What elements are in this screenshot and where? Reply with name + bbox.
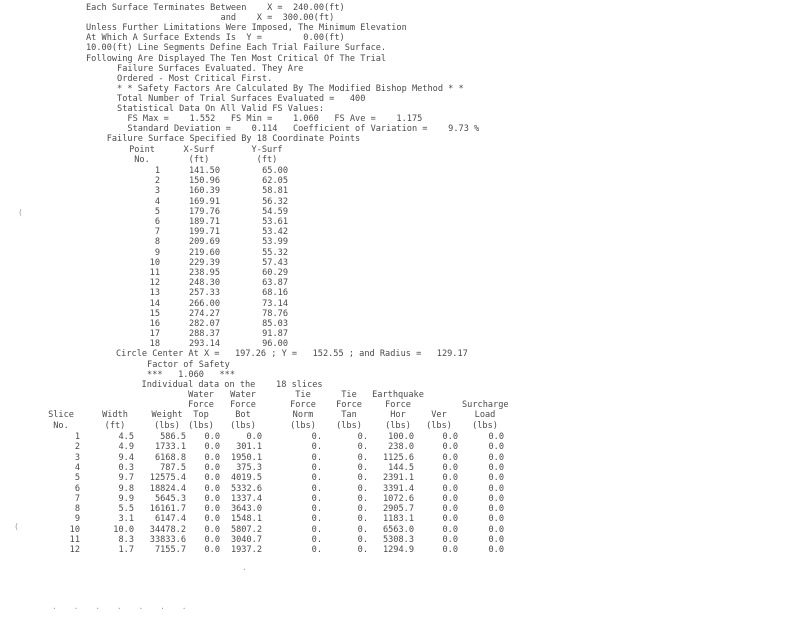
slice-cell: 0.0: [246, 432, 262, 442]
slice-cell: 144.5: [388, 462, 414, 473]
slice-cell: 0.: [357, 462, 368, 473]
slice-cell: 0.: [357, 545, 368, 556]
slice-cell: 5645.3: [154, 493, 186, 504]
slice-cell: 0.0: [204, 452, 220, 463]
slice-header-cell: Tie: [341, 390, 357, 400]
slice-cell: 0.: [357, 535, 368, 545]
slice-cell: 6: [74, 483, 80, 494]
slice-cell: 3.1: [118, 514, 134, 525]
slice-cell: 0.0: [488, 493, 504, 504]
slice-header-cell: Weight: [151, 410, 183, 421]
slice-cell: 0.: [311, 493, 322, 504]
slice-cell: 0.0: [204, 462, 220, 473]
slice-cell: 18824.4: [149, 483, 186, 494]
coord-cell: 288.37: [188, 329, 220, 340]
slice-cell: 16161.7: [149, 504, 186, 515]
header-line: Standard Deviation = 0.114 Coefficient of Variation = 9.73 %: [86, 124, 480, 135]
slice-cell: 0.0: [442, 504, 458, 515]
slice-cell: 9: [74, 514, 80, 525]
coord-cell: 14: [149, 298, 160, 309]
slice-cell: 5.5: [118, 504, 134, 515]
slice-cell: 0.: [357, 432, 368, 442]
slice-cell: 0.: [311, 504, 322, 515]
slice-cell: 5: [74, 473, 80, 484]
coord-cell: 248.30: [188, 278, 220, 289]
coord-cell: 62.05: [262, 176, 288, 187]
coord-cell: 5: [154, 206, 160, 217]
header-line: Each Surface Terminates Between X = 240.00(ft): [86, 3, 345, 13]
slice-cell: 7155.7: [154, 545, 186, 556]
slice-cell: 0.0: [204, 545, 220, 556]
slice-cell: 0.0: [442, 535, 458, 545]
coord-cell: 179.76: [188, 206, 220, 217]
coord-cell: 1: [154, 166, 160, 176]
slice-cell: 0.: [357, 452, 368, 463]
coord-cell: 54.59: [262, 206, 288, 217]
slice-cell: 0.0: [442, 514, 458, 525]
coord-cell: 60.29: [262, 268, 288, 278]
coord-cell: 141.50: [188, 166, 220, 176]
slice-cell: 1072.6: [382, 493, 414, 504]
header-line: Following Are Displayed The Ten Most Critical Of The Trial: [86, 53, 387, 64]
header-line: FS Max = 1.552 FS Min = 1.060 FS Ave = 1.175: [86, 114, 423, 125]
header-line: and X = 300.00(ft): [86, 13, 335, 24]
slice-cell: 4.5: [118, 432, 134, 442]
coord-cell: 12: [149, 278, 160, 289]
slice-cell: 0.0: [488, 452, 504, 463]
scan-mark: . . . . . . .: [52, 602, 193, 611]
slice-cell: 8: [74, 504, 80, 515]
coord-cell: 2: [154, 176, 160, 187]
slice-header-cell: Water: [188, 390, 214, 400]
slice-cell: 1.7: [118, 545, 134, 556]
slice-cell: 0.0: [488, 504, 504, 515]
slice-cell: 0.0: [204, 432, 220, 442]
coord-cell: 160.39: [188, 186, 220, 197]
header-line: Ordered - Most Critical First.: [86, 73, 273, 84]
slice-header-cell: Force: [290, 400, 316, 411]
coord-cell: 16: [149, 319, 160, 329]
coord-cell: 11: [149, 268, 160, 278]
slice-cell: 0.: [311, 545, 322, 556]
coord-cell: 91.87: [262, 329, 288, 340]
scan-mark: .: [242, 563, 247, 572]
coord-cell: 4: [154, 196, 160, 207]
coord-cell: 85.03: [262, 319, 288, 329]
slice-cell: 0.0: [442, 524, 458, 535]
coord-cell: 73.14: [262, 298, 288, 309]
coord-cell: 63.87: [262, 278, 288, 289]
slice-cell: 0.: [357, 473, 368, 484]
circle-center-line: Circle Center At X = 197.26 ; Y = 152.55 ; and Radius = 129.17: [116, 349, 468, 359]
slice-cell: 0.: [311, 432, 322, 442]
slice-cell: 0.0: [488, 473, 504, 484]
header-line: * * Safety Factors Are Calculated By The Modified Bishop Method * *: [86, 83, 464, 94]
slice-cell: 9.7: [118, 473, 134, 484]
slice-cell: 0.: [311, 462, 322, 473]
coord-cell: 293.14: [188, 339, 220, 350]
slice-cell: 0.: [357, 514, 368, 525]
slice-header-cell: (lbs): [385, 420, 411, 431]
slice-cell: 2905.7: [382, 504, 414, 515]
slice-header-cell: Bot: [235, 410, 251, 421]
slice-header-cell: (lbs): [230, 420, 256, 431]
slice-cell: 33833.6: [149, 535, 186, 545]
slice-header-cell: Slice: [48, 410, 74, 421]
coord-header-cell: Y-Surf: [251, 145, 283, 155]
slice-cell: 0.0: [204, 504, 220, 515]
slices-line: Individual data on the 18 slices: [126, 380, 323, 390]
coord-cell: 10: [149, 257, 160, 268]
coord-cell: 15: [149, 308, 160, 319]
coord-cell: 18: [149, 339, 160, 350]
slice-cell: 9.9: [118, 493, 134, 504]
coord-cell: 78.76: [262, 308, 288, 319]
slice-cell: 1733.1: [154, 442, 186, 453]
slice-cell: 4.9: [118, 442, 134, 453]
coord-cell: 9: [154, 247, 160, 258]
slice-cell: 8.3: [118, 535, 134, 545]
coord-header-cell: (ft): [188, 155, 210, 165]
slice-cell: 4019.5: [230, 473, 262, 484]
slice-cell: 1125.6: [382, 452, 414, 463]
slice-cell: 0.0: [204, 493, 220, 504]
coord-cell: 17: [149, 329, 160, 340]
slice-header-cell: Surcharge: [462, 400, 509, 411]
coord-cell: 13: [149, 288, 160, 299]
slice-header-cell: (lbs): [472, 420, 498, 431]
slice-cell: 4: [74, 462, 80, 473]
slice-cell: 0.0: [204, 442, 220, 453]
coord-cell: 266.00: [188, 298, 220, 309]
slice-cell: 0.0: [442, 442, 458, 453]
slice-cell: 0.0: [488, 524, 504, 535]
coord-cell: 199.71: [188, 227, 220, 238]
slice-cell: 0.: [311, 514, 322, 525]
slice-header-cell: Load: [474, 410, 496, 421]
slice-header-cell: Top: [193, 410, 209, 421]
coord-cell: 257.33: [188, 288, 220, 299]
coord-cell: 209.69: [188, 237, 220, 248]
slice-cell: 238.0: [388, 442, 414, 453]
slice-cell: 6168.8: [154, 452, 186, 463]
slice-cell: 5332.6: [230, 483, 262, 494]
slice-cell: 2391.1: [382, 473, 414, 484]
coord-header-cell: No.: [134, 155, 150, 165]
slice-header-cell: Force: [188, 400, 214, 411]
coord-cell: 6: [154, 217, 160, 227]
coord-cell: 56.32: [262, 196, 288, 207]
slice-cell: 1: [74, 432, 80, 442]
coord-cell: 96.00: [262, 339, 288, 350]
slice-cell: 2: [74, 442, 80, 453]
slice-cell: 34478.2: [149, 524, 186, 535]
slice-cell: 0.0: [204, 514, 220, 525]
slice-cell: 6147.4: [154, 514, 186, 525]
factor-of-safety-label: Factor of Safety: [116, 360, 230, 370]
slice-header-cell: (lbs): [290, 420, 316, 431]
slice-cell: 0.: [311, 483, 322, 494]
slice-cell: 787.5: [160, 462, 186, 473]
coord-cell: 282.07: [188, 319, 220, 329]
slice-cell: 0.: [311, 524, 322, 535]
coord-header-cell: Point: [129, 145, 155, 155]
slice-cell: 5308.3: [382, 535, 414, 545]
slice-header-cell: Norm: [292, 410, 314, 421]
coord-cell: 65.00: [262, 166, 288, 176]
slice-cell: 0.0: [488, 514, 504, 525]
slice-header-cell: Width: [102, 410, 128, 421]
slice-header-cell: (lbs): [188, 420, 214, 431]
slice-header-cell: Tan: [341, 410, 357, 421]
coord-cell: 53.42: [262, 227, 288, 238]
slice-cell: 9.4: [118, 452, 134, 463]
slice-cell: 0.0: [204, 483, 220, 494]
slice-cell: 12575.4: [149, 473, 186, 484]
slice-cell: 1548.1: [230, 514, 262, 525]
slice-cell: 0.0: [442, 452, 458, 463]
slice-cell: 0.0: [442, 483, 458, 494]
slice-cell: 0.0: [488, 545, 504, 556]
slice-header-cell: Force: [336, 400, 362, 411]
slice-cell: 0.0: [488, 432, 504, 442]
coord-cell: 150.96: [188, 176, 220, 187]
coord-cell: 189.71: [188, 217, 220, 227]
header-line: Failure Surface Specified By 18 Coordinate Points: [86, 134, 361, 145]
coord-header-cell: (ft): [256, 155, 278, 165]
slice-cell: 0.0: [204, 535, 220, 545]
slice-cell: 375.3: [236, 462, 262, 473]
coord-cell: 55.32: [262, 247, 288, 258]
slice-header-cell: Tie: [295, 390, 311, 400]
coord-cell: 229.39: [188, 257, 220, 268]
slice-cell: 0.0: [442, 545, 458, 556]
slice-cell: 0.: [357, 483, 368, 494]
coord-cell: 7: [154, 227, 160, 238]
slice-cell: 12: [69, 545, 80, 556]
coord-cell: 57.43: [262, 257, 288, 268]
header-line: At Which A Surface Extends Is Y = 0.00(ft): [86, 33, 345, 44]
slice-cell: 586.5: [160, 432, 186, 442]
coord-header-cell: X-Surf: [183, 145, 215, 155]
header-line: Unless Further Limitations Were Imposed, The Minimum Elevation: [86, 23, 407, 34]
slice-header-cell: (lbs): [336, 420, 362, 431]
header-line: Failure Surfaces Evaluated. They Are: [86, 63, 304, 74]
slice-cell: 11: [69, 535, 80, 545]
slice-cell: 0.0: [488, 462, 504, 473]
coord-cell: 238.95: [188, 268, 220, 278]
coord-cell: 53.99: [262, 237, 288, 248]
slice-cell: 0.: [311, 473, 322, 484]
slice-header-cell: (lbs): [154, 420, 180, 431]
slice-cell: 0.: [357, 504, 368, 515]
slice-header-cell: Force: [385, 400, 411, 411]
slice-header-cell: No.: [53, 420, 69, 431]
slice-header-cell: (lbs): [426, 420, 452, 431]
slice-cell: 0.: [311, 535, 322, 545]
slice-header-cell: (ft): [104, 420, 126, 431]
slice-header-cell: Hor: [390, 410, 406, 421]
factor-of-safety-value: *** 1.060 ***: [116, 370, 235, 380]
slice-cell: 0.0: [204, 473, 220, 484]
slice-cell: 0.0: [442, 432, 458, 442]
slice-cell: 3: [74, 452, 80, 463]
slice-header-cell: Force: [230, 400, 256, 411]
coord-cell: 169.91: [188, 196, 220, 207]
header-line: 10.00(ft) Line Segments Define Each Trial Failure Surface.: [86, 43, 387, 54]
header-line: Total Number of Trial Surfaces Evaluated = 400: [86, 93, 366, 104]
slice-cell: 1294.9: [382, 545, 414, 556]
slice-cell: 0.0: [488, 535, 504, 545]
slice-cell: 0.0: [442, 493, 458, 504]
slice-header-cell: Ver: [431, 410, 447, 421]
slice-cell: 1183.1: [382, 514, 414, 525]
slice-cell: 10: [69, 524, 80, 535]
slice-cell: 0.0: [442, 462, 458, 473]
coord-cell: 274.27: [188, 308, 220, 319]
slice-cell: 9.8: [118, 483, 134, 494]
coord-cell: 8: [154, 237, 160, 248]
slice-cell: 3391.4: [382, 483, 414, 494]
slice-cell: 5807.2: [230, 524, 262, 535]
scan-mark: (: [18, 208, 23, 217]
slice-cell: 1950.1: [230, 452, 262, 463]
coord-cell: 3: [154, 186, 160, 197]
slice-cell: 0.: [357, 524, 368, 535]
slice-cell: 1337.4: [230, 493, 262, 504]
slice-header-cell: Water: [230, 390, 256, 400]
slice-cell: 1937.2: [230, 545, 262, 556]
slice-cell: 301.1: [236, 442, 262, 453]
slice-cell: 0.: [357, 493, 368, 504]
slice-cell: 3040.7: [230, 535, 262, 545]
slice-cell: 100.0: [388, 432, 414, 442]
slice-cell: 0.: [357, 442, 368, 453]
header-line: Statistical Data On All Valid FS Values:: [86, 104, 324, 114]
slice-cell: 0.0: [488, 442, 504, 453]
coord-cell: 68.16: [262, 288, 288, 299]
coord-cell: 53.61: [262, 217, 288, 227]
slice-header-cell: Earthquake: [372, 390, 424, 400]
slice-cell: 6563.0: [382, 524, 414, 535]
slice-cell: 0.: [311, 442, 322, 453]
slice-cell: 0.3: [118, 462, 134, 473]
slice-cell: 3643.0: [230, 504, 262, 515]
slice-cell: 0.0: [488, 483, 504, 494]
slice-cell: 7: [74, 493, 80, 504]
slice-cell: 0.0: [204, 524, 220, 535]
slice-cell: 0.: [311, 452, 322, 463]
slice-cell: 0.0: [442, 473, 458, 484]
coord-cell: 58.81: [262, 186, 288, 197]
scan-mark: (: [14, 522, 19, 531]
coord-cell: 219.60: [188, 247, 220, 258]
slice-cell: 10.0: [113, 524, 134, 535]
